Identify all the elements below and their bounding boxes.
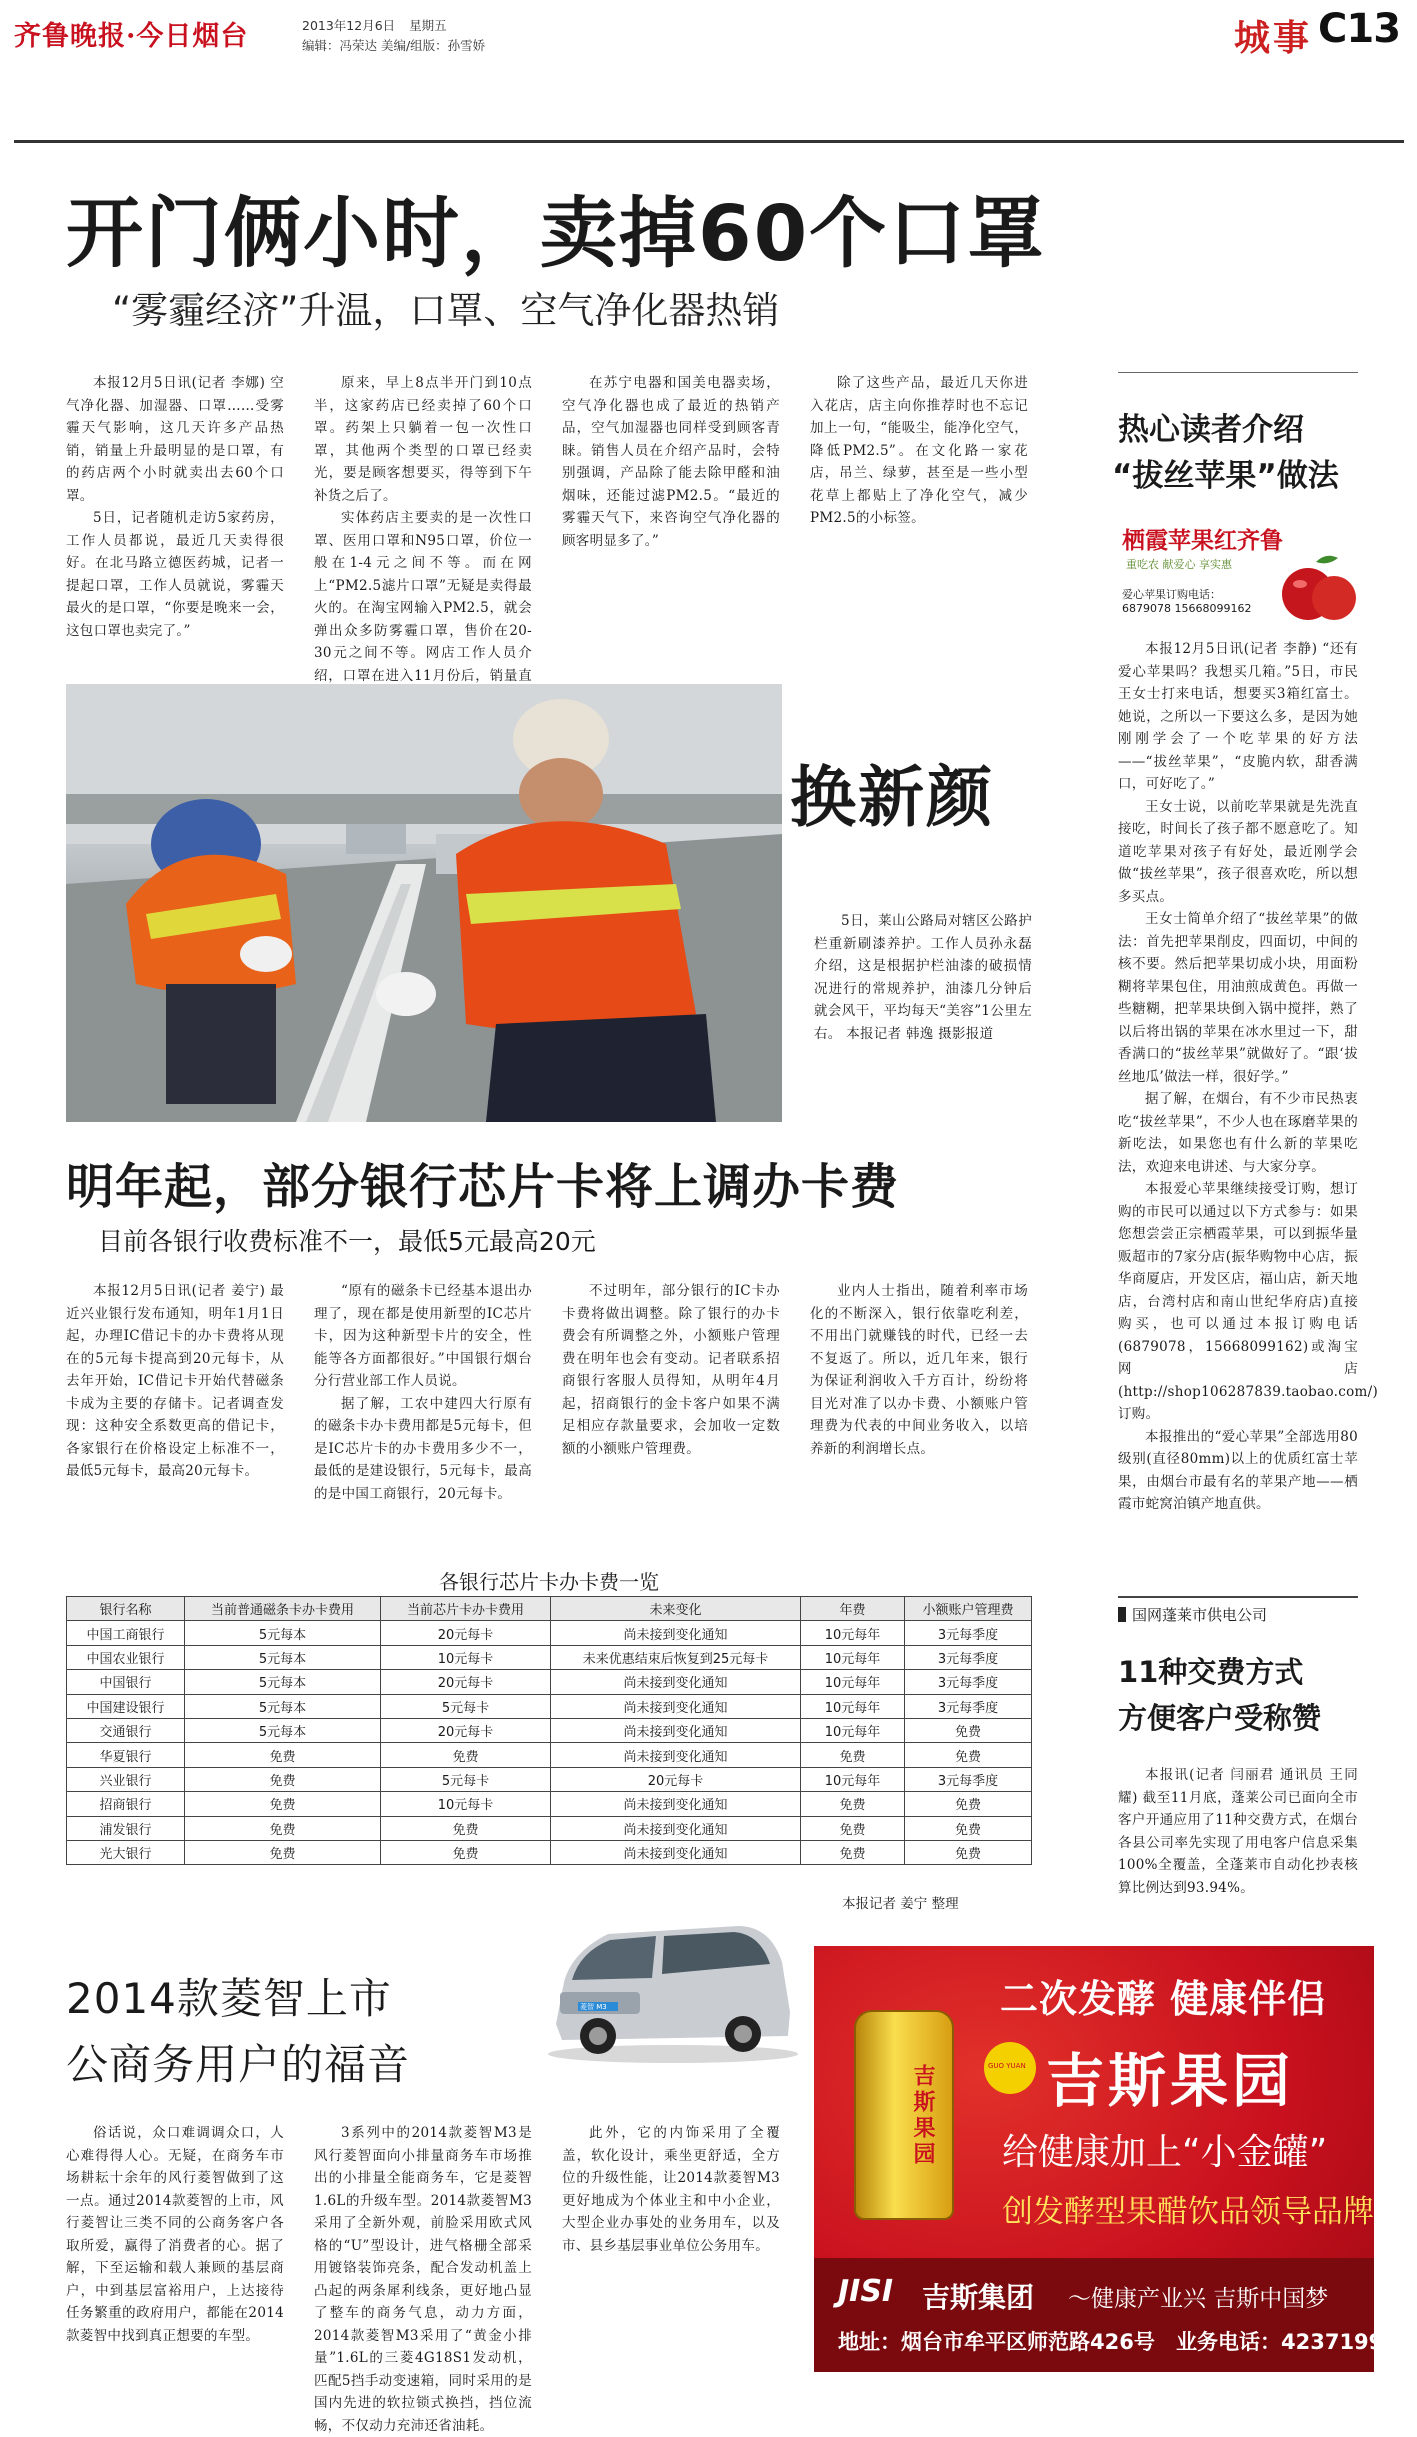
lead-paragraph: 除了这些产品，最近几天你进入花店，店主向你推荐时也不忘记加上一句，“能吸尘，能净化空气，降低PM2.5”。在文化路一家花店，吊兰、绿萝，甚至是一些小型花草上都贴上了净化空气，减少PM2.5的小标签。 bbox=[810, 375, 1028, 526]
ad-brand-badge bbox=[984, 2042, 1036, 2094]
bank-col-2 bbox=[314, 1280, 532, 1525]
bank-name-cell: 华夏银行 bbox=[67, 1743, 185, 1767]
fee-cell: 尚未接到变化通知 bbox=[551, 1792, 801, 1816]
ad-brand: 吉斯果园 bbox=[1046, 2047, 1295, 2115]
photo-caption bbox=[814, 910, 1032, 1120]
apple-headline-line2: “拔丝苹果”做法 bbox=[1112, 458, 1339, 494]
fee-cell: 免费 bbox=[185, 1792, 381, 1816]
lead-col-1 bbox=[66, 372, 284, 639]
table-row bbox=[67, 1645, 1032, 1669]
ad-group-logo: JISI bbox=[838, 2274, 894, 2309]
ad-slogan-top: 二次发酵 健康伴侣 bbox=[1000, 1977, 1327, 2021]
lead-paragraph: 在苏宁电器和国美电器卖场，空气净化器也成了最近的热销产品，空气加湿器也同样受到顾客青睐。销售人员在介绍产品时，会特别强调，产品除了能去除甲醛和油烟味，还能过滤PM2.5。“最近的雾霾天气下，来咨询空气净化器的顾客明显多了。” bbox=[562, 375, 780, 549]
fee-cell: 3元每季度 bbox=[905, 1670, 1032, 1694]
ad-can-label: 吉斯果园 bbox=[910, 2064, 935, 2168]
fee-cell: 5元每本 bbox=[185, 1670, 381, 1694]
bank-name-cell: 兴业银行 bbox=[67, 1767, 185, 1791]
apple-paragraph: 据了解，在烟台，有不少市民热衷吃“拔丝苹果”，不少人也在琢磨苹果的新吃法，如果您也有什么新的苹果吃法，欢迎来电讲述、与大家分享。 bbox=[1118, 1091, 1358, 1175]
kicker-bar bbox=[1118, 1607, 1126, 1622]
fee-cell: 10元每年 bbox=[801, 1767, 905, 1791]
apple-hotline-label: 爱心苹果订购电话： bbox=[1122, 588, 1221, 601]
fee-cell: 免费 bbox=[185, 1767, 381, 1791]
bank-name-cell: 招商银行 bbox=[67, 1792, 185, 1816]
fee-cell: 3元每季度 bbox=[905, 1621, 1032, 1645]
apple-logo-title: 栖霞苹果红齐鲁 bbox=[1122, 528, 1283, 554]
lead-subhead: “雾霾经济”升温，口罩、空气净化器热销 bbox=[112, 289, 780, 332]
col-annual-fee: 年费 bbox=[801, 1597, 905, 1621]
fee-cell: 免费 bbox=[905, 1816, 1032, 1840]
fee-cell: 免费 bbox=[801, 1816, 905, 1840]
fee-cell: 5元每卡 bbox=[381, 1767, 551, 1791]
ad-line2: 给健康加上“小金罐” bbox=[1002, 2132, 1328, 2173]
jisi-advertisement bbox=[814, 1946, 1384, 2372]
power-col bbox=[1118, 1764, 1358, 1914]
apple-paragraph: 王女士简单介绍了“拔丝苹果”的做法：首先把苹果削皮，四面切，中间的核不要。然后把苹果切成小块，用面粉糊将苹果包住，用油煎成黄色。再做一些糖糊，把苹果块倒入锅中搅拌，熟了以后将出锅的苹果在冰水里过一下，甜香满口的“拔丝苹果”就做好了。“跟‘拔丝地瓜’做法一样，很好学。” bbox=[1118, 911, 1358, 1085]
sidebar-rule-mid bbox=[1118, 1596, 1358, 1598]
fee-cell: 20元每卡 bbox=[381, 1670, 551, 1694]
table-row bbox=[67, 1621, 1032, 1645]
car-paragraph: 俗话说，众口难调调众口，人心难得得人心。无疑，在商务车市场耕耘十余年的风行菱智做到了这一点。通过2014款菱智的上市，风行菱智让三类不同的公商务客户各取所爱，赢得了消费者的心。据了解，下至运输和载人兼顾的基层商户，中到基层富裕用户，上达接待任务繁重的政府用户，都能在2014款菱智中找到真正想要的车型。 bbox=[66, 2125, 284, 2344]
lead-headline: 开门俩小时，卖掉60个口罩 bbox=[66, 190, 1047, 279]
fee-cell: 20元每卡 bbox=[381, 1621, 551, 1645]
table-credit: 本报记者 姜宁 整理 bbox=[842, 1896, 959, 1912]
table-title: 各银行芯片卡办卡费一览 bbox=[439, 1570, 659, 1594]
fee-cell: 免费 bbox=[381, 1840, 551, 1864]
caption-text: 5日，莱山公路局对辖区公路护栏重新刷漆养护。工作人员孙永磊介绍，这是根据护栏油漆的破损情况进行的常规养护，油漆几分钟后就会风干，平均每天“美容”1公里左右。 本报记者 韩逸 摄影报道 bbox=[814, 913, 1032, 1042]
bank-name-cell: 交通银行 bbox=[67, 1718, 185, 1742]
fee-cell: 未来优惠结束后恢复到25元每卡 bbox=[551, 1645, 801, 1669]
fee-cell: 免费 bbox=[905, 1792, 1032, 1816]
bank-name-cell: 中国农业银行 bbox=[67, 1645, 185, 1669]
car-plate-text: 菱智 M3 bbox=[580, 2003, 607, 2011]
fee-cell: 尚未接到变化通知 bbox=[551, 1840, 801, 1864]
car-paragraph: 3系列中的2014款菱智M3是风行菱智面向小排量商务车市场推出的小排量全能商务车，它是菱智1.6L的升级车型。2014款菱智M3采用了全新外观，前脸采用欧式风格的“U”型设计，进气格栅全部采用镀铬装饰亮条，配合发动机盖上凸起的两条犀利线条，更好地凸显了整车的商务气息，动力方面，2014款菱智M3采用了“黄金小排量”1.6L的三菱4G18S1发动机，匹配5挡手动变速箱，同时采用的是国内先进的软拉锁式换挡，挡位流畅，不仅动力充沛还省油耗。 bbox=[314, 2125, 532, 2434]
fee-cell: 免费 bbox=[185, 1743, 381, 1767]
masthead-date bbox=[302, 16, 447, 34]
fee-cell: 尚未接到变化通知 bbox=[551, 1718, 801, 1742]
bank-paragraph: 不过明年，部分银行的IC卡办卡费将做出调整。除了银行的办卡费会有所调整之外，小额账户管理费在明年也会有变动。记者联系招商银行客服人员得知，从明年4月起，招商银行的金卡客户如果不满足相应存款量要求，会加收一定数额的小额账户管理费。 bbox=[562, 1283, 780, 1457]
fee-cell: 免费 bbox=[801, 1840, 905, 1864]
bank-name-cell: 中国银行 bbox=[67, 1670, 185, 1694]
fee-cell: 免费 bbox=[801, 1792, 905, 1816]
bank-subhead: 目前各银行收费标准不一，最低5元最高20元 bbox=[98, 1227, 596, 1256]
bank-col-4 bbox=[810, 1280, 1028, 1525]
fee-cell: 5元每本 bbox=[185, 1694, 381, 1718]
power-kicker-text: 国网蓬莱市供电公司 bbox=[1132, 1606, 1268, 1624]
ad-brand-pinyin: GUO YUAN bbox=[988, 2062, 1026, 2070]
sidebar-rule-top bbox=[1118, 372, 1358, 373]
car-photo bbox=[538, 1912, 800, 2064]
car-col-3 bbox=[562, 2122, 780, 2374]
lead-paragraph: 5日，记者随机走访5家药房，工作人员都说，最近几天卖得很好。在北马路立德医药城，记者一提起口罩，工作人员就说，雾霾天最火的是口罩，“你要是晚来一会，这包口罩也卖完了。” bbox=[66, 510, 284, 639]
fee-cell: 免费 bbox=[185, 1816, 381, 1840]
apple-paragraph: 本报推出的“爱心苹果”全部选用80级别(直径80mm)以上的优质红富士苹果，由烟台市最有名的苹果产地——栖霞市蛇窝泊镇产地直供。 bbox=[1118, 1428, 1358, 1512]
bank-name-cell: 中国工商银行 bbox=[67, 1621, 185, 1645]
power-kicker bbox=[1118, 1604, 1267, 1625]
fee-cell: 5元每本 bbox=[185, 1621, 381, 1645]
ad-group-name: 吉斯集团 bbox=[922, 2281, 1035, 2314]
car-col-2 bbox=[314, 2122, 532, 2434]
fee-cell: 免费 bbox=[381, 1816, 551, 1840]
fee-cell: 5元每卡 bbox=[381, 1694, 551, 1718]
bank-paragraph: 业内人士指出，随着利率市场化的不断深入，银行依靠吃利差，不用出门就赚钱的时代，已经一去不复返了。所以，近几年来，银行为保证利润收入千方百计，纷纷将目光对准了以办卡费、小额账户管理费为代表的中间业务收入，以培养新的利润增长点。 bbox=[810, 1283, 1028, 1457]
fee-cell: 尚未接到变化通知 bbox=[551, 1694, 801, 1718]
table-row bbox=[67, 1743, 1032, 1767]
photo-illustration bbox=[66, 684, 782, 1122]
fee-cell: 尚未接到变化通知 bbox=[551, 1621, 801, 1645]
fee-cell: 10元每年 bbox=[801, 1670, 905, 1694]
car-col-1 bbox=[66, 2122, 284, 2374]
fee-cell: 尚未接到变化通知 bbox=[551, 1670, 801, 1694]
apple-paragraph: 本报12月5日讯(记者 李静) “还有爱心苹果吗？我想买几箱。”5日，市民王女士打来电话，想要买3箱红富士。她说，之所以一下要这么多，是因为她刚刚学会了一个吃苹果的好方法——“拔丝苹果”，“皮脆内软，甜香满口，可好吃了。” bbox=[1118, 641, 1358, 792]
fee-cell: 20元每卡 bbox=[551, 1767, 801, 1791]
date-text: 2013年12月6日 bbox=[302, 18, 396, 33]
col-chip-fee: 当前芯片卡办卡费用 bbox=[381, 1597, 551, 1621]
car-paragraph: 此外，它的内饰采用了全覆盖，软化设计，乘坐更舒适，全方位的升级性能，让2014款菱智M3更好地成为个体业主和中小企业，大型企业办事处的业务用车，以及市、县乡基层事业单位公务用车。 bbox=[562, 2125, 780, 2254]
fee-cell: 20元每卡 bbox=[381, 1718, 551, 1742]
fee-cell: 3元每季度 bbox=[905, 1645, 1032, 1669]
apple-headline-line1: 热心读者介绍 bbox=[1118, 412, 1304, 448]
fee-table-wrap bbox=[66, 1596, 1032, 1865]
weekday-text: 星期五 bbox=[409, 18, 447, 33]
bank-paragraph: “原有的磁条卡已经基本退出办理了，现在都是使用新型的IC芯片卡，因为这种新型卡片的安全，性能等各方面都很好。”中国银行烟台分行营业部工作人员说。 bbox=[314, 1283, 532, 1389]
section-label: 城事 bbox=[1234, 17, 1313, 59]
page-number: C13 bbox=[1318, 6, 1401, 52]
lead-paragraph: 本报12月5日讯(记者 李娜) 空气净化器、加湿器、口罩……受雾霾天气影响，这几天许多产品热销，销量上升最明显的是口罩，有的药店两个小时就卖出去60个口罩。 bbox=[66, 375, 284, 504]
fee-cell: 10元每卡 bbox=[381, 1645, 551, 1669]
car-headline-line1: 2014款菱智上市 bbox=[66, 1974, 392, 2023]
masthead-rule bbox=[14, 140, 1404, 143]
ad-address: 地址：烟台市牟平区师范路426号 bbox=[838, 2330, 1155, 2354]
table-row bbox=[67, 1670, 1032, 1694]
bank-col-1 bbox=[66, 1280, 284, 1525]
fee-cell: 尚未接到变化通知 bbox=[551, 1743, 801, 1767]
fee-cell: 10元每年 bbox=[801, 1694, 905, 1718]
fee-cell: 免费 bbox=[905, 1840, 1032, 1864]
fee-cell: 10元每年 bbox=[801, 1645, 905, 1669]
fee-cell: 10元每年 bbox=[801, 1718, 905, 1742]
ad-footer bbox=[814, 2258, 1384, 2372]
fee-table bbox=[66, 1596, 1032, 1865]
bank-name-cell: 光大银行 bbox=[67, 1840, 185, 1864]
power-paragraph: 本报讯(记者 闫丽君 通讯员 王同耀) 截至11月底，蓬莱公司已面向全市客户开通应用了11种交费方式，在烟台各县公司率先实现了用电客户信息采集100%全覆盖，全蓬莱市自动化抄表核算比例达到93.94%。 bbox=[1118, 1767, 1358, 1896]
guardrail-photo bbox=[66, 684, 782, 1122]
ad-line3: 创发酵型果醋饮品领导品牌 bbox=[1002, 2194, 1374, 2230]
lead-paragraph: 实体药店主要卖的是一次性口罩、医用口罩和N95口罩，价位一般在1-4元之间不等。而在网上“PM2.5滤片口罩”无疑是卖得最火的。在淘宝网输入PM2.5，就会弹出众多防雾霾口罩，售价在20-30元之间不等。网店工作人员介绍，口罩在进入11月份后，销量直 bbox=[314, 510, 532, 684]
bank-col-3 bbox=[562, 1280, 780, 1525]
fee-cell: 免费 bbox=[801, 1743, 905, 1767]
fee-cell: 尚未接到变化通知 bbox=[551, 1816, 801, 1840]
apple-logo-tagline: 重吃农 献爱心 享实惠 bbox=[1126, 558, 1232, 571]
lead-col-2 bbox=[314, 372, 532, 684]
masthead-paper-name: 齐鲁晚报·今日烟台 bbox=[14, 21, 249, 52]
ad-group-slogan: ～健康产业兴 吉斯中国梦 bbox=[1068, 2286, 1329, 2312]
lead-col-3 bbox=[562, 372, 780, 622]
lead-col-4 bbox=[810, 372, 1028, 622]
apple-logo bbox=[1118, 516, 1358, 626]
table-row bbox=[67, 1840, 1032, 1864]
power-headline-line2: 方便客户受称赞 bbox=[1118, 1701, 1322, 1735]
car-headline-line2: 公商务用户的福音 bbox=[66, 2040, 411, 2089]
masthead bbox=[14, 6, 1404, 66]
table-row bbox=[67, 1694, 1032, 1718]
col-bank: 银行名称 bbox=[67, 1597, 185, 1621]
fee-cell: 5元每本 bbox=[185, 1718, 381, 1742]
table-header-row bbox=[67, 1597, 1032, 1621]
col-small-account-fee: 小额账户管理费 bbox=[905, 1597, 1032, 1621]
masthead-editors: 编辑：冯荣达 美编/组版：孙雪娇 bbox=[302, 38, 486, 53]
table-row bbox=[67, 1767, 1032, 1791]
bank-paragraph: 本报12月5日讯(记者 姜宁) 最近兴业银行发布通知，明年1月1日起，办理IC借记卡的办卡费将从现在的5元每卡提高到20元每卡，从去年开始，IC借记卡开始代替磁条卡成为主要的存储卡。记者调查发现：这种安全系数更高的借记卡，各家银行在价格设定上标准不一，最低5元每卡，最高20元每卡。 bbox=[66, 1283, 284, 1479]
apple-paragraph: 王女士说，以前吃苹果就是先洗直接吃，时间长了孩子都不愿意吃了。知道吃苹果对孩子有好处，最近刚学会做“拔丝苹果”，孩子很喜欢吃，所以想多买点。 bbox=[1118, 798, 1358, 905]
fee-cell: 3元每季度 bbox=[905, 1767, 1032, 1791]
apple-paragraph: 本报爱心苹果继续接受订购，想订购的市民可以通过以下方式参与：如果您想尝尝正宗栖霞苹果，可以到振华量贩超市的7家分店(振华购物中心店，振华商厦店，开发区店，福山店，新天地店，台湾村店和南山世纪华府店)直接购买，也可以通过本报订购电话(6879078，15668099162)或淘宝网店(http://shop106287839.taobao.com/)订购。 bbox=[1118, 1181, 1379, 1422]
col-future-change: 未来变化 bbox=[551, 1597, 801, 1621]
fee-cell: 免费 bbox=[381, 1743, 551, 1767]
bank-name-cell: 浦发银行 bbox=[67, 1816, 185, 1840]
photo-story-headline: 换新颜 bbox=[790, 759, 994, 836]
fee-cell: 5元每本 bbox=[185, 1645, 381, 1669]
fee-cell: 10元每卡 bbox=[381, 1792, 551, 1816]
apple-col bbox=[1118, 638, 1379, 1542]
ad-can bbox=[854, 2010, 954, 2220]
fee-cell: 免费 bbox=[185, 1840, 381, 1864]
table-row bbox=[67, 1792, 1032, 1816]
power-headline-line1: 11种交费方式 bbox=[1118, 1655, 1304, 1689]
fee-cell: 免费 bbox=[905, 1743, 1032, 1767]
lead-paragraph: 原来，早上8点半开门到10点半，这家药店已经卖掉了60个口罩。药架上只躺着一包一次性口罩，其他两个类型的口罩已经卖光，要是顾客想要买，得等到下午补货之后了。 bbox=[314, 375, 532, 504]
ad-phone: 业务电话：4237199 bbox=[1176, 2330, 1384, 2354]
table-row bbox=[67, 1816, 1032, 1840]
fee-cell: 10元每年 bbox=[801, 1621, 905, 1645]
table-row bbox=[67, 1718, 1032, 1742]
fee-cell: 3元每季度 bbox=[905, 1694, 1032, 1718]
bank-headline: 明年起，部分银行芯片卡将上调办卡费 bbox=[66, 1159, 900, 1215]
apple-icon bbox=[1278, 548, 1358, 624]
fee-cell: 免费 bbox=[905, 1718, 1032, 1742]
minivan-illustration bbox=[538, 1912, 800, 2064]
bank-name-cell: 中国建设银行 bbox=[67, 1694, 185, 1718]
bank-paragraph: 据了解，工农中建四大行原有的磁条卡办卡费用都是5元每卡，但是IC芯片卡的办卡费用多少不一，最低的是建设银行，5元每卡，最高的是中国工商银行，20元每卡。 bbox=[314, 1395, 532, 1502]
col-magstripe-fee: 当前普通磁条卡办卡费用 bbox=[185, 1597, 381, 1621]
apple-hotline-numbers: 6879078 15668099162 bbox=[1122, 602, 1252, 615]
